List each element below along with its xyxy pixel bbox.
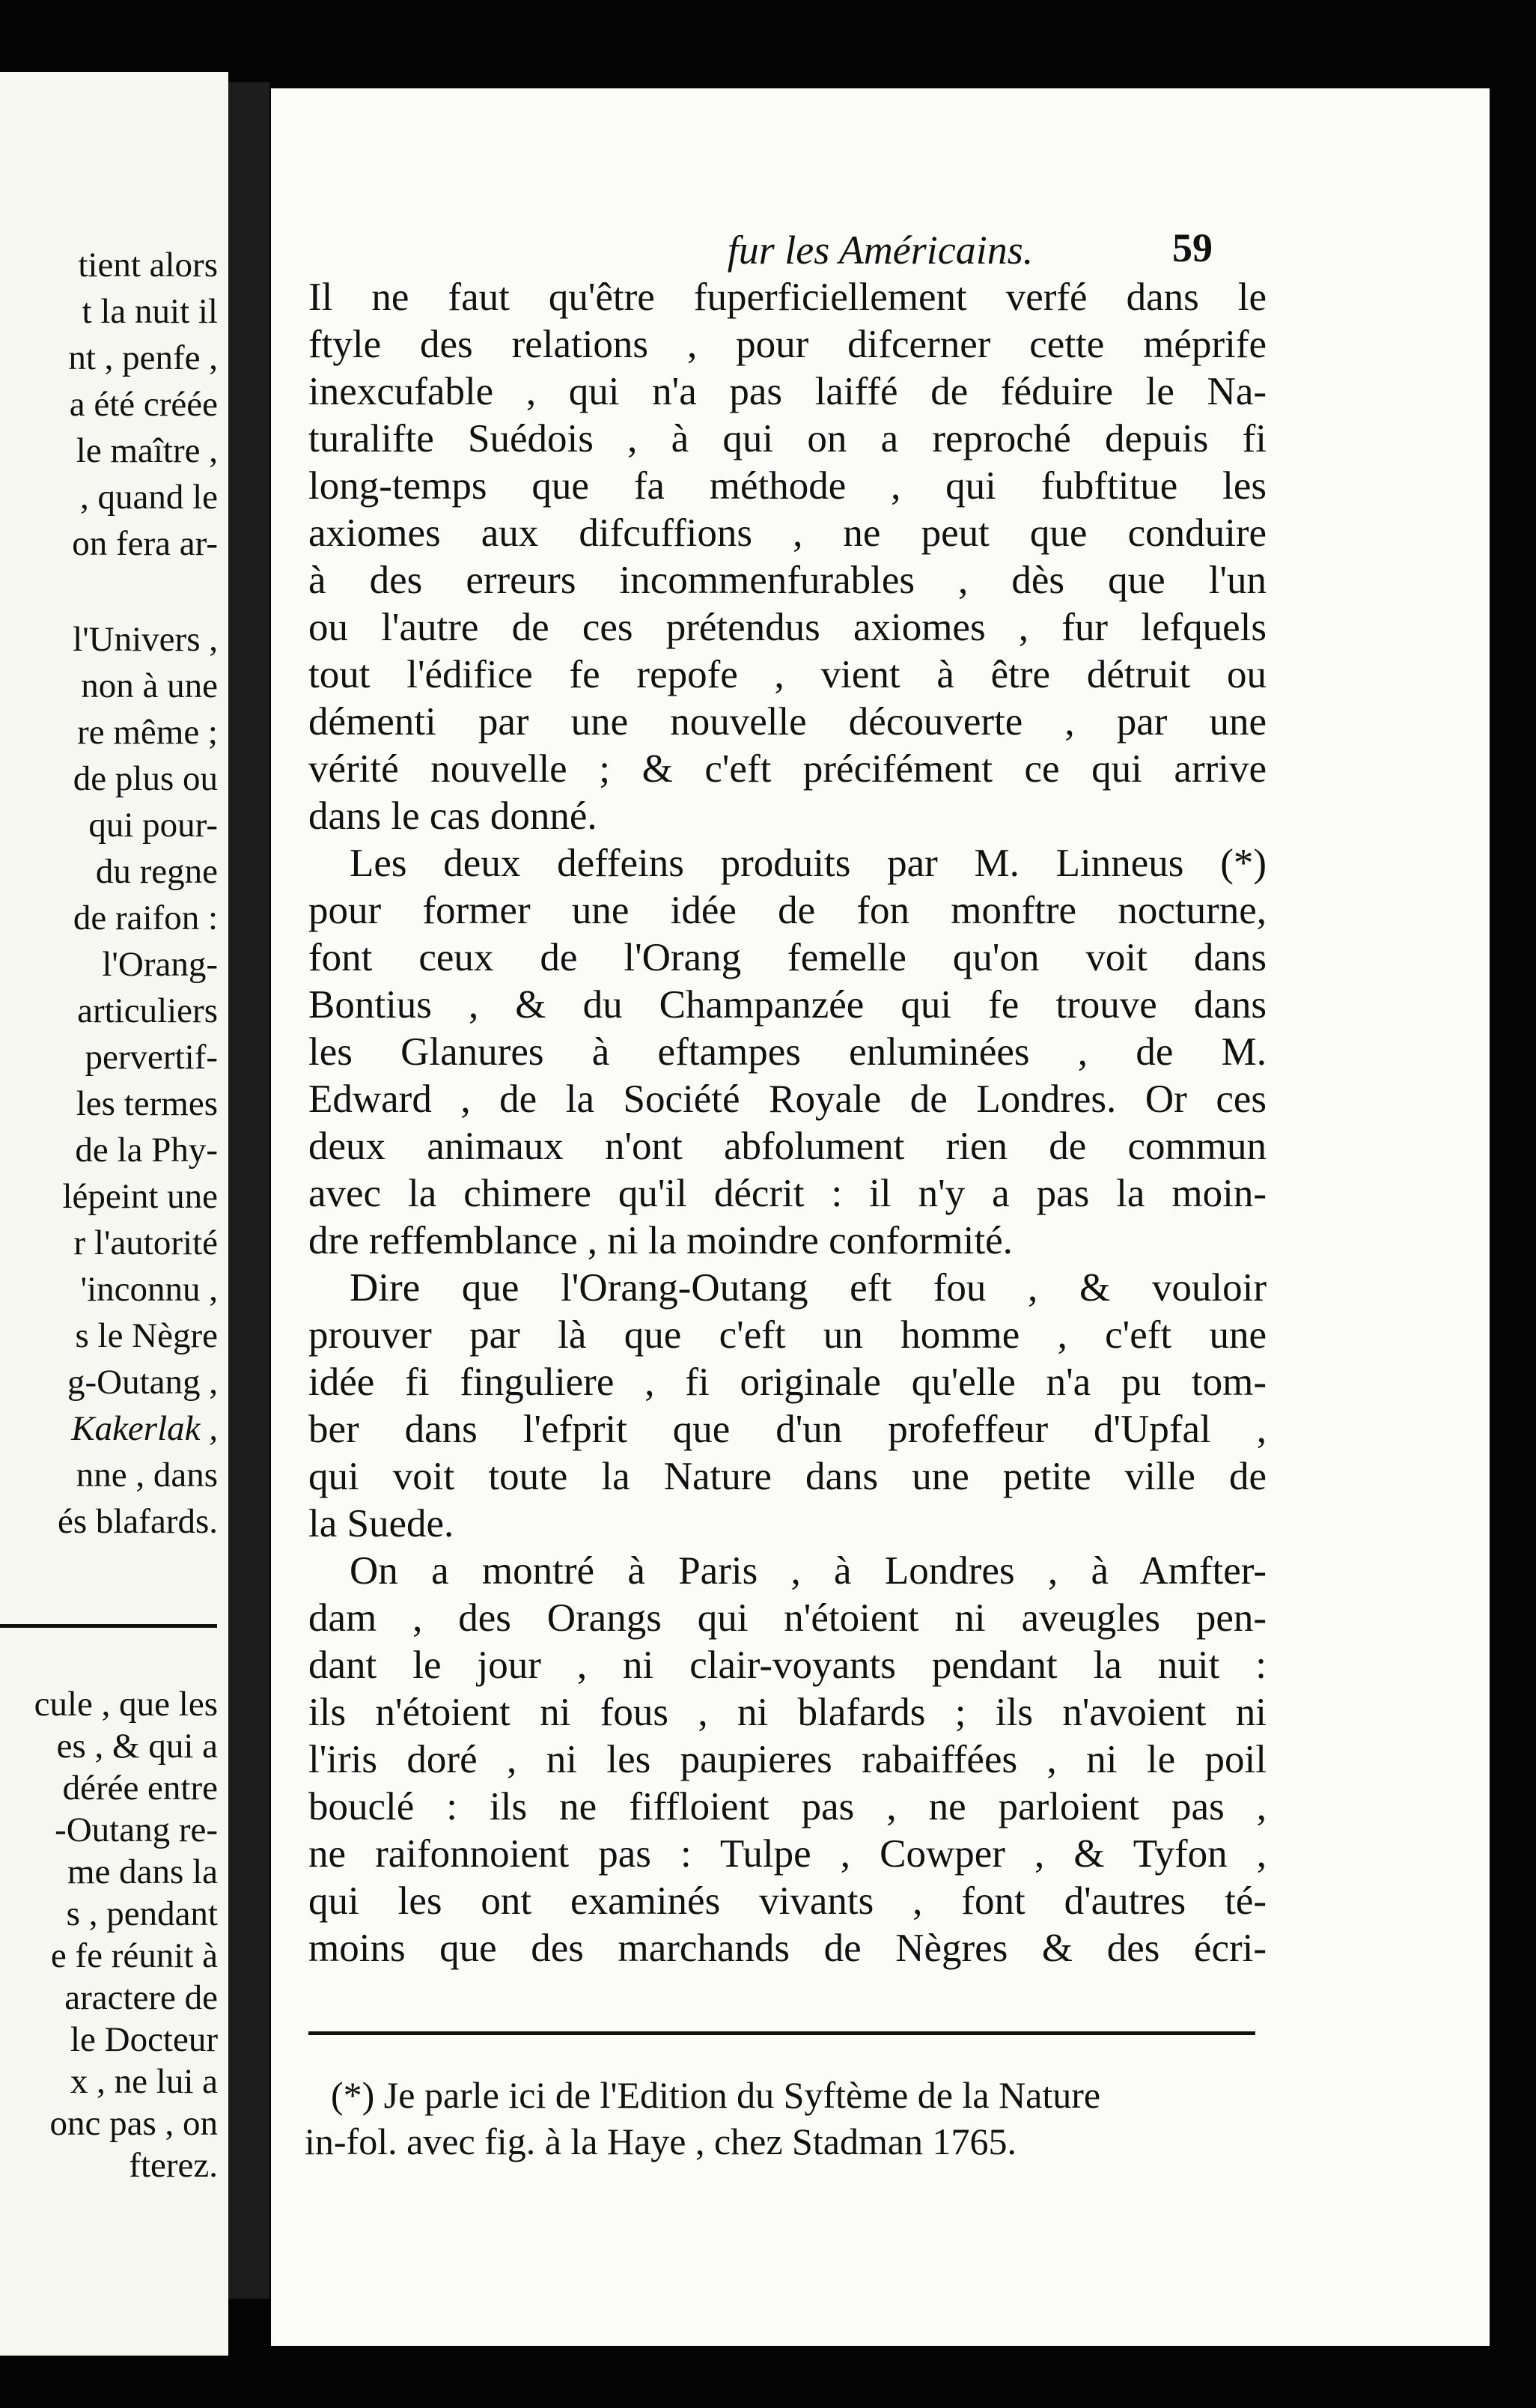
left-text-line: , quand le <box>79 478 218 517</box>
text-line: Il ne faut qu'être fuperficiellement verfé dans le <box>308 276 1267 319</box>
text-line: tout l'édifice fe repofe , vient à être détruit ou <box>308 653 1267 696</box>
page-number: 59 <box>1172 225 1213 270</box>
left-text-line: tient alors <box>78 246 218 285</box>
text-line: démenti par une nouvelle découverte , par une <box>308 700 1267 744</box>
left-text-line: nt , penfe , <box>68 338 218 377</box>
book-gutter <box>228 82 269 2299</box>
text-line: à des erreurs incommenfurables , dès que l'un <box>308 559 1267 602</box>
text-line: idée fi finguliere , fi originale qu'elle n'a pu tom- <box>308 1360 1267 1404</box>
left-text-line: re même ; <box>77 713 218 752</box>
text-line: avec la chimere qu'il décrit : il n'y a pas la moin- <box>308 1172 1267 1215</box>
left-text-line: nne , dans <box>76 1456 218 1495</box>
left-text-line: on fera ar- <box>72 524 218 563</box>
left-text-line: cule , que les <box>34 1685 218 1724</box>
left-footnote-rule <box>0 1624 217 1628</box>
text-line: ber dans l'efprit que d'un profeffeur d'Upfal , <box>308 1408 1267 1451</box>
text-line: Edward , de la Société Royale de Londres. Or ces <box>308 1077 1267 1121</box>
left-text-line: de raifon : <box>73 899 218 937</box>
text-line: Les deux deffeins produits par M. Linneus (*) <box>350 842 1267 885</box>
left-text-line: me dans la <box>67 1852 218 1891</box>
footnote-line: (*) Je parle ici de l'Edition du Syftème de la Nature <box>331 2074 1101 2116</box>
left-text-line: le maître , <box>76 431 218 470</box>
left-text-line: articuliers <box>77 991 218 1030</box>
left-text-line: le Docteur <box>70 2020 218 2059</box>
text-line: dam , des Orangs qui n'étoient ni aveugles pen- <box>308 1596 1267 1640</box>
left-text-line: s , pendant <box>66 1894 218 1933</box>
left-text-line: du regne <box>95 852 218 891</box>
left-text-line: és blafards. <box>57 1502 218 1541</box>
text-line: l'iris doré , ni les paupieres rabaiffées , ni le poil <box>308 1738 1267 1781</box>
left-text-line: Kakerlak , <box>71 1409 218 1448</box>
left-text-line: e fe réunit à <box>50 1936 218 1975</box>
text-line: long-temps que fa méthode , qui fubftitue les <box>308 464 1267 508</box>
left-text-line: r l'autorité <box>73 1223 218 1262</box>
text-line: axiomes aux difcuffions , ne peut que conduire <box>308 511 1267 555</box>
left-text-line: lépeint une <box>62 1177 218 1216</box>
text-line: On a montré à Paris , à Londres , à Amfter- <box>350 1549 1267 1593</box>
text-line: les Glanures à eftampes enluminées , de M. <box>308 1030 1267 1074</box>
left-text-line: a été créée <box>69 385 218 424</box>
left-text-line: de la Phy- <box>75 1131 218 1170</box>
left-text-line: -Outang re- <box>55 1810 218 1849</box>
left-text-line: l'Orang- <box>102 945 218 984</box>
text-line: la Suede. <box>308 1502 454 1545</box>
text-line: inexcufable , qui n'a pas laiffé de féduire le Na- <box>308 370 1267 413</box>
text-line: dans le cas donné. <box>308 794 597 838</box>
left-text-line: l'Univers , <box>73 620 218 659</box>
text-line: moins que des marchands de Nègres & des écri- <box>308 1927 1267 1970</box>
left-text-line: dérée entre <box>62 1769 218 1807</box>
left-text-line: pervertif- <box>85 1038 218 1077</box>
text-line: ftyle des relations , pour difcerner cette méprife <box>308 323 1267 366</box>
text-line: deux animaux n'ont abfolument rien de commun <box>308 1125 1267 1168</box>
left-text-line: non à une <box>81 666 218 705</box>
left-text-line: qui pour- <box>88 806 218 845</box>
right-page <box>271 88 1490 2346</box>
running-head: fur les Américains. <box>727 228 1034 273</box>
text-line: turalifte Suédois , à qui on a reproché depuis fi <box>308 417 1267 460</box>
text-line: qui voit toute la Nature dans une petite ville de <box>308 1455 1267 1498</box>
left-text-line: x , ne lui a <box>70 2062 218 2101</box>
text-line: Dire que l'Orang-Outang eft fou , & vouloir <box>350 1266 1267 1310</box>
text-line: qui les ont examinés vivants , font d'autres té- <box>308 1879 1267 1923</box>
text-line: font ceux de l'Orang femelle qu'on voit dans <box>308 936 1267 979</box>
left-text-line: s le Nègre <box>75 1316 218 1355</box>
left-text-line: fterez. <box>129 2146 218 2185</box>
left-text-line: t la nuit il <box>82 292 218 331</box>
left-text-line: es , & qui a <box>56 1727 218 1766</box>
left-page <box>0 72 228 2356</box>
left-text-line: de plus ou <box>73 759 218 798</box>
text-line: ne raifonnoient pas : Tulpe , Cowper , & Tyfon , <box>308 1832 1267 1876</box>
left-text-line: g-Outang , <box>67 1363 218 1402</box>
text-line: pour former une idée de fon monftre nocturne, <box>308 889 1267 932</box>
left-text-line: onc pas , on <box>49 2104 218 2143</box>
footnote-rule <box>308 2031 1255 2035</box>
footnote-line: in-fol. avec fig. à la Haye , chez Stadman 1765. <box>305 2120 1017 2162</box>
text-line: prouver par là que c'eft un homme , c'eft une <box>308 1313 1267 1357</box>
text-line: bouclé : ils ne fiffloient pas , ne parloient pas , <box>308 1785 1267 1828</box>
left-text-line: les termes <box>76 1084 218 1123</box>
text-line: ou l'autre de ces prétendus axiomes , fur lefquels <box>308 606 1267 649</box>
text-line: vérité nouvelle ; & c'eft précifément ce qui arrive <box>308 747 1267 791</box>
text-line: dant le jour , ni clair-voyants pendant la nuit : <box>308 1644 1267 1687</box>
left-text-line: 'inconnu , <box>80 1270 218 1309</box>
text-line: dre reffemblance , ni la moindre conformité. <box>308 1219 1013 1262</box>
text-line: Bontius , & du Champanzée qui fe trouve dans <box>308 983 1267 1027</box>
left-text-line: aractere de <box>64 1978 218 2017</box>
text-line: ils n'étoient ni fous , ni blafards ; ils n'avoient ni <box>308 1691 1267 1734</box>
